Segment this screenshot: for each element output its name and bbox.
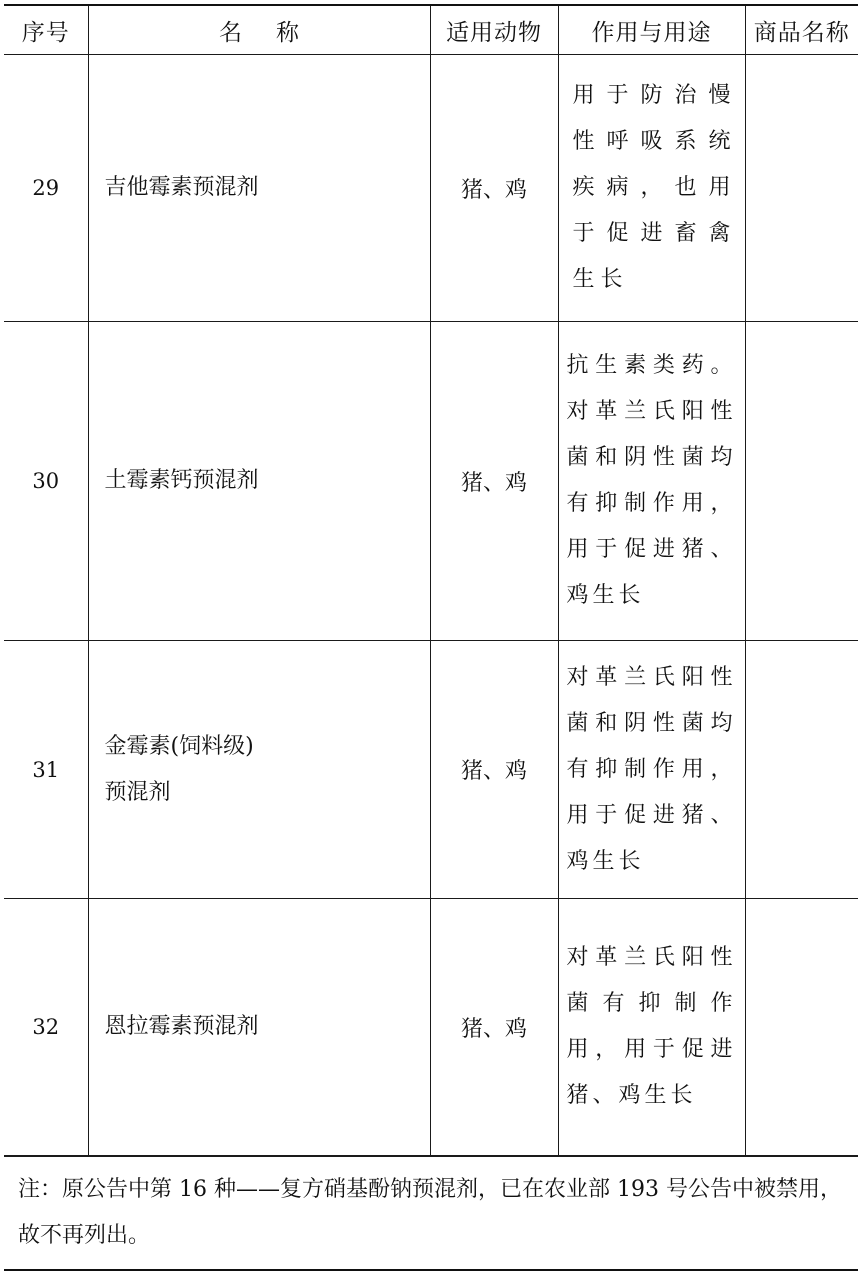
header-no: 序号 xyxy=(4,5,88,55)
table-row xyxy=(4,322,858,641)
row-name: 恩拉霉素预混剂 xyxy=(88,899,430,1156)
table-row xyxy=(4,55,858,322)
row-brand xyxy=(745,55,858,322)
header-name: 名 称 xyxy=(88,5,430,55)
row-no: 29 xyxy=(4,55,88,322)
document-page xyxy=(4,4,858,1271)
header-animal: 适用动物 xyxy=(430,5,558,55)
table-row xyxy=(4,641,858,899)
row-animal: 猪、鸡 xyxy=(430,899,558,1156)
row-brand xyxy=(745,899,858,1156)
row-animal: 猪、鸡 xyxy=(430,641,558,899)
row-no: 31 xyxy=(4,641,88,899)
row-animal: 猪、鸡 xyxy=(430,55,558,322)
row-use: 对革兰氏阳性菌有抑制作用，用于促进猪、鸡生长 xyxy=(558,899,745,1156)
row-use: 对革兰氏阳性菌和阴性菌均有抑制作用，用于促进猪、鸡生长 xyxy=(558,641,745,899)
row-name-line2: 预混剂 xyxy=(104,779,171,805)
row-name: 吉他霉素预混剂 xyxy=(88,55,430,322)
row-no: 32 xyxy=(4,899,88,1156)
row-name: 土霉素钙预混剂 xyxy=(88,322,430,641)
header-brand: 商品名称 xyxy=(745,5,858,55)
table-footnote: 注：原公告中第 16 种——复方硝基酚钠预混剂，已在农业部 193 号公告中被禁用，故不再列出。 xyxy=(4,1156,858,1271)
table-header-row xyxy=(4,5,858,55)
row-name xyxy=(88,641,430,899)
row-brand xyxy=(745,641,858,899)
row-use: 抗生素类药。对革兰氏阳性菌和阴性菌均有抑制作用，用于促进猪、鸡生长 xyxy=(558,322,745,641)
header-use: 作用与用途 xyxy=(558,5,745,55)
table-row xyxy=(4,899,858,1156)
row-brand xyxy=(745,322,858,641)
row-name-line1: 金霉素(饲料级) xyxy=(104,733,254,759)
row-animal: 猪、鸡 xyxy=(430,322,558,641)
drug-table xyxy=(4,4,858,1156)
row-use: 用于防治慢性呼吸系统疾病，也用于促进畜禽生长 xyxy=(558,55,745,322)
row-no: 30 xyxy=(4,322,88,641)
